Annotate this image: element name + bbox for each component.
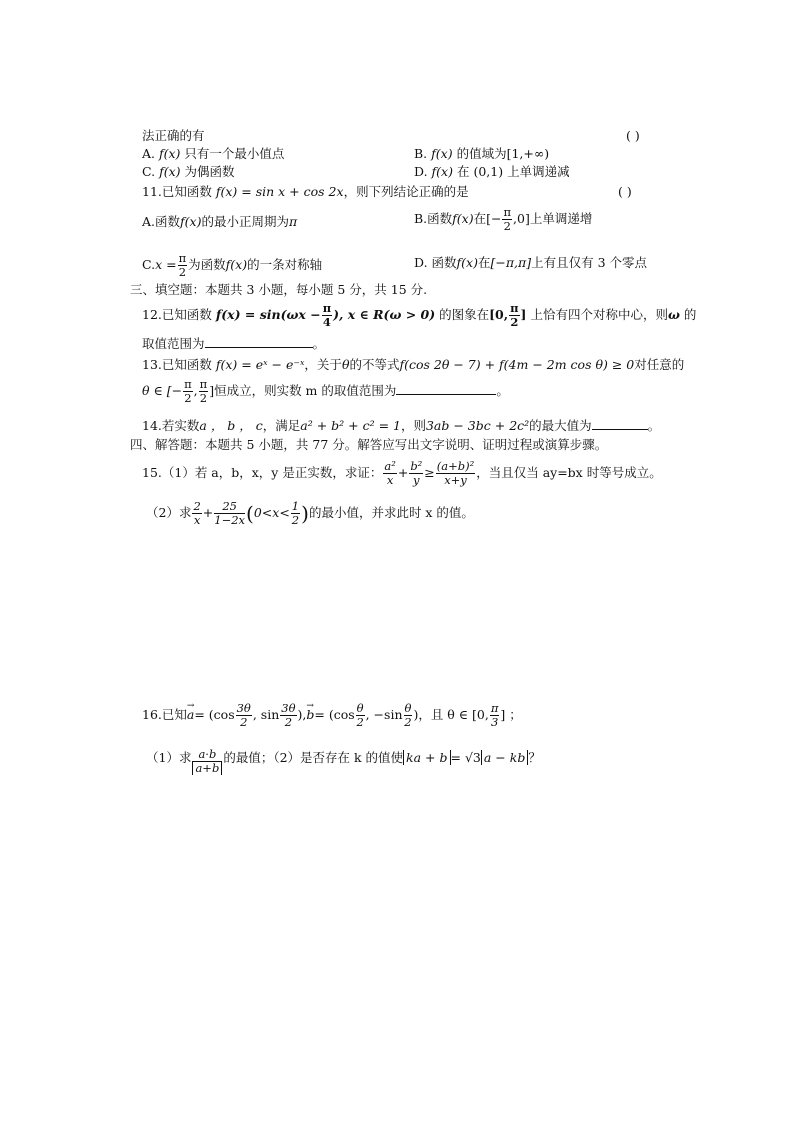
q10-d-interval: (0,1) bbox=[473, 164, 504, 179]
q12-func-frac-den: 4 bbox=[322, 315, 331, 329]
q15-part1 bbox=[142, 460, 662, 487]
q16-frac-1-num: 3θ bbox=[236, 701, 251, 715]
q11-b-frac bbox=[502, 206, 512, 233]
q13-frac-2-den: 2 bbox=[199, 391, 208, 405]
q11-a-fx: f(x) bbox=[180, 214, 202, 229]
q13-stem-3: 的不等式 bbox=[349, 357, 400, 372]
q13-stem-4: 对任意的 bbox=[634, 357, 685, 372]
q11-b-int-right: ,0] bbox=[513, 211, 530, 226]
q10-a-label: A. bbox=[142, 146, 156, 161]
q13-line2 bbox=[142, 378, 509, 405]
q15-p2-right: 的最小值，并求此时 x 的值。 bbox=[308, 505, 474, 520]
q15-frac-b-den: y bbox=[413, 473, 420, 487]
q15-frac-half-den: 2 bbox=[291, 513, 300, 527]
q16-sin-1: , sin bbox=[252, 707, 280, 722]
q11-d-interval: [−π,π] bbox=[490, 255, 532, 270]
q12-func-right: ), x ∈ R(ω > 0) bbox=[333, 307, 436, 322]
q13-frac-2 bbox=[199, 378, 209, 405]
q11-c-label: C. bbox=[142, 257, 156, 272]
q12-stem-3: 上恰有四个对称中心，则 bbox=[530, 307, 668, 322]
q16-frac-3-num: θ bbox=[356, 701, 364, 715]
q16-frac-4-den: 2 bbox=[404, 715, 412, 729]
q13-bracket: ] bbox=[209, 383, 215, 398]
q12-line2 bbox=[142, 336, 325, 352]
q12-answer-blank[interactable] bbox=[205, 336, 313, 348]
q16-p1-left: （1）求 bbox=[146, 750, 192, 765]
q11-b-frac-den: 2 bbox=[503, 219, 511, 233]
q16-stem bbox=[142, 702, 522, 729]
q10-a-text: 只有一个最小值点 bbox=[184, 146, 285, 161]
q13-stem-1: 13.已知函数 bbox=[142, 357, 212, 372]
q15-frac-b-num: b² bbox=[410, 459, 423, 473]
q16-sin-2: , −sin bbox=[365, 707, 403, 722]
q16-frac-4 bbox=[404, 702, 413, 729]
q15-frac-ab-den: x+y bbox=[444, 473, 467, 487]
q11-a-label: A.函数 bbox=[142, 214, 181, 229]
q16-frac-1-den: 2 bbox=[240, 715, 248, 729]
q13-comma: , bbox=[193, 383, 198, 398]
q16-frac-5-den: 3 bbox=[490, 715, 499, 729]
q15-frac-2x-num: 2 bbox=[193, 499, 201, 513]
section-3-heading: 三、填空题：本题共 3 小题，每小题 5 分，共 15 分. bbox=[130, 282, 428, 297]
q11-a-text: 的最小正周期为 bbox=[201, 214, 289, 229]
q15-frac-a-num: a² bbox=[384, 459, 396, 473]
q16-eq-3: = √3 bbox=[450, 750, 481, 765]
q11-c-frac-num: π bbox=[178, 251, 187, 265]
q16-frac-3-den: 2 bbox=[356, 715, 364, 729]
q11-option-a bbox=[142, 214, 297, 230]
q11-b-int-left: [− bbox=[486, 211, 502, 226]
q11-d-label: D. 函数 bbox=[414, 255, 457, 270]
q10-b-label: B. bbox=[414, 146, 428, 161]
q11-option-d bbox=[414, 255, 647, 271]
q16-eq-1: = (cos bbox=[194, 707, 235, 722]
q10-b-range: [1,+∞) bbox=[506, 146, 550, 161]
q11-c-text2: 的一条对称轴 bbox=[247, 257, 323, 272]
q15-p1-right: ，当且仅当 ay=bx 时等号成立。 bbox=[476, 465, 662, 480]
q13-frac-1 bbox=[183, 378, 193, 405]
q14-stem-3: ，则 bbox=[400, 418, 426, 433]
q10-a-fx: f(x) bbox=[159, 146, 181, 161]
q15-frac-2x-den: x bbox=[193, 513, 201, 527]
q16-frac-5-num: π bbox=[490, 701, 499, 715]
q16-ratio-den: a+b bbox=[192, 762, 222, 775]
q14-condition: a² + b² + c² = 1 bbox=[300, 418, 401, 433]
q11-c-frac-den: 2 bbox=[178, 265, 187, 279]
q11-d-fx: f(x) bbox=[456, 255, 478, 270]
q13-end: 。 bbox=[496, 383, 509, 398]
q13-func: f(x) = eˣ − e⁻ˣ bbox=[215, 357, 305, 372]
q14-stem-4: 的最大值为 bbox=[529, 418, 592, 433]
q15-frac-ab-num: (a+b)² bbox=[436, 459, 475, 473]
q13-frac-1-den: 2 bbox=[184, 391, 192, 405]
q11-answer-paren: ( ) bbox=[618, 184, 632, 199]
q13-stem-2: ，关于 bbox=[304, 357, 342, 372]
q10-d-text2: 上单调递减 bbox=[507, 164, 570, 179]
q10-d-label: D. bbox=[414, 164, 428, 179]
q11-option-c bbox=[142, 252, 322, 279]
q15-part2 bbox=[146, 500, 474, 527]
q15-plus: + bbox=[397, 465, 409, 480]
q15-paren-left: ( bbox=[246, 501, 254, 526]
q11-stem bbox=[142, 184, 469, 200]
q16-frac-4-num: θ bbox=[404, 701, 412, 715]
q13-range-label: 恒成立，则实数 m 的取值范围为 bbox=[214, 383, 397, 398]
q13-answer-blank[interactable] bbox=[396, 383, 496, 395]
q12-func-frac bbox=[322, 302, 332, 329]
q16-stem-1: 16.已知 bbox=[142, 707, 187, 722]
q16-frac-ratio bbox=[192, 742, 222, 775]
q11-b-text2: 上单调递增 bbox=[529, 211, 593, 226]
q11-b-label: B.函数 bbox=[414, 211, 453, 226]
q15-frac-2x bbox=[192, 500, 201, 527]
q12-stem-4: 的 bbox=[683, 307, 697, 322]
q11-c-fx: f(x) bbox=[225, 257, 248, 272]
q13-theta: θ bbox=[341, 357, 350, 372]
q10-tail-text: 法正确的有 bbox=[142, 128, 205, 143]
q11-c-frac bbox=[178, 252, 188, 279]
q16-eq-2: = (cos bbox=[314, 707, 355, 722]
q16-frac-1 bbox=[236, 702, 252, 729]
q11-option-b bbox=[414, 206, 592, 233]
q10-option-b bbox=[414, 146, 549, 162]
q16-frac-2-den: 2 bbox=[284, 715, 293, 729]
q14-stem-1: 14.若实数 bbox=[142, 418, 200, 433]
q15-frac-25-den: 1−2x bbox=[214, 513, 246, 527]
q15-frac-half-num: 1 bbox=[291, 499, 300, 513]
q11-b-fx: f(x) bbox=[452, 211, 474, 226]
q16-mid: ), bbox=[297, 707, 307, 722]
q13-frac-1-num: π bbox=[184, 377, 192, 391]
q16-vec-b: → b bbox=[306, 708, 314, 722]
q16-end-2: ] ； bbox=[500, 707, 522, 722]
q10-c-text: 为偶函数 bbox=[184, 164, 235, 179]
q15-frac-25-num: 25 bbox=[214, 500, 245, 514]
q15-frac-25 bbox=[214, 500, 245, 527]
q11-a-pi: π bbox=[288, 214, 298, 229]
q10-option-a bbox=[142, 146, 284, 162]
q11-stem-1: 11.已知函数 bbox=[142, 184, 212, 199]
q11-stem-2: ，则下列结论正确的是 bbox=[343, 184, 469, 199]
q16-end-1: ) bbox=[413, 707, 419, 722]
q10-c-label: C. bbox=[142, 164, 156, 179]
q12-end: 。 bbox=[312, 336, 326, 351]
q14-vars: a ， b ， c bbox=[199, 418, 263, 433]
q10-option-d bbox=[414, 164, 570, 180]
q16-frac-3 bbox=[356, 702, 365, 729]
q10-b-fx: f(x) bbox=[431, 146, 453, 161]
q14-answer-blank[interactable] bbox=[592, 418, 648, 430]
q16-frac-2 bbox=[280, 702, 296, 729]
q11-b-text1: 在 bbox=[473, 211, 487, 226]
section-4-heading: 四、解答题：本题共 5 小题，共 77 分。解答应写出文字说明、证明过程或演算步骤。 bbox=[130, 437, 608, 452]
q16-frac-5 bbox=[490, 702, 500, 729]
q14-expression: 3ab − 3bc + 2c² bbox=[425, 418, 530, 433]
q12-int-right: ] bbox=[520, 307, 527, 322]
q12-int-frac-den: 2 bbox=[510, 315, 519, 329]
q12-func-frac-num: π bbox=[322, 301, 332, 315]
q13-inequality: f(cos 2θ − 7) + f(4m − 2m cos θ) ≥ 0 bbox=[399, 357, 635, 372]
q11-d-text2: 上有且仅有 3 个零点 bbox=[531, 255, 648, 270]
q11-func: f(x) = sin x + cos 2x bbox=[215, 184, 344, 199]
q16-vec-a: → a bbox=[187, 708, 194, 722]
q12-int-frac bbox=[509, 302, 519, 329]
q14-stem bbox=[142, 418, 660, 434]
q11-c-x: x = bbox=[155, 257, 177, 272]
q10-c-fx: f(x) bbox=[159, 164, 181, 179]
q11-d-text1: 在 bbox=[477, 255, 491, 270]
q12-int-frac-num: π bbox=[510, 301, 519, 315]
q10-d-fx: f(x) bbox=[431, 164, 453, 179]
q16-abs-rhs: a − kb bbox=[481, 750, 528, 765]
q16-p1-right: 的最值；（2）是否存在 k 的值使 bbox=[223, 750, 404, 765]
q15-frac-ab bbox=[436, 460, 475, 487]
q15-geq: ≥ bbox=[424, 465, 435, 480]
q10-stem-tail bbox=[142, 128, 205, 144]
q15-p1-left: 15.（1）若 a，b，x，y 是正实数，求证： bbox=[142, 465, 383, 480]
q14-stem-2: ，满足 bbox=[262, 418, 301, 433]
q13-theta-range-left: θ ∈ [− bbox=[142, 383, 183, 398]
q12-func-left: f(x) = sin(ωx − bbox=[215, 307, 321, 322]
q16-cond: ，且 θ ∈ [0, bbox=[418, 707, 489, 722]
q15-p2-left: （2）求 bbox=[146, 505, 192, 520]
q15-frac-b bbox=[409, 460, 423, 487]
q16-ratio-num: a·b bbox=[192, 742, 222, 762]
q16-abs-lhs: ka + b bbox=[403, 750, 450, 765]
q10-option-c bbox=[142, 164, 235, 180]
q16-parts bbox=[146, 742, 541, 775]
q15-cond-left: 0<x< bbox=[253, 505, 290, 520]
q12-range-label: 取值范围为 bbox=[142, 336, 205, 351]
q10-b-text: 的值域为 bbox=[456, 146, 507, 161]
q10-answer-paren: ( ) bbox=[626, 128, 640, 143]
q10-d-text1: 在 bbox=[456, 164, 470, 179]
q13-frac-2-num: π bbox=[199, 377, 208, 391]
q12-stem-1: 12.已知函数 bbox=[142, 307, 212, 322]
q11-c-text1: 为函数 bbox=[188, 257, 226, 272]
q12-stem-2: 的图象在 bbox=[439, 307, 490, 322]
q15-frac-half bbox=[291, 500, 300, 527]
q12-stem bbox=[142, 302, 696, 329]
q15-frac-a-den: x bbox=[386, 473, 394, 487]
q15-frac-a bbox=[383, 460, 396, 487]
q15-plus-2: + bbox=[202, 505, 214, 520]
q14-end: 。 bbox=[647, 418, 661, 433]
q12-int-left: [0, bbox=[489, 307, 509, 322]
q12-omega: ω bbox=[667, 307, 680, 322]
q16-question-mark: ？ bbox=[528, 750, 541, 765]
q15-paren-right: ) bbox=[301, 501, 309, 526]
q16-frac-2-num: 3θ bbox=[281, 701, 296, 715]
q13-stem bbox=[142, 357, 684, 373]
q11-b-frac-num: π bbox=[503, 205, 512, 219]
